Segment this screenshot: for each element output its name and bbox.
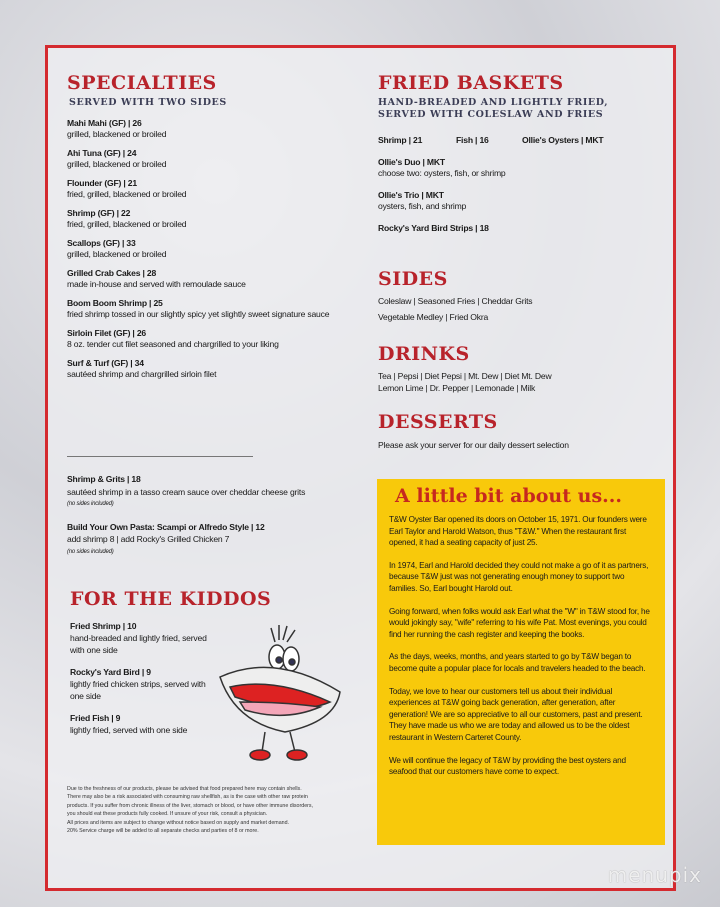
menupix-watermark: menupix [607,863,702,887]
item-description: grilled, blackened or broiled [67,128,167,139]
section-title: DRINKS [378,343,470,365]
section-title: SIDES [378,268,448,290]
menu-item [67,268,357,289]
desserts-text: Please ask your server for our daily dessert selection [378,440,569,450]
section-subtitle: HAND-BREADED AND LIGHTLY FRIED, [378,97,609,108]
baskets-list [378,157,668,234]
menu-item [67,208,357,229]
oyster-mascot-illustration [215,622,345,772]
menu-item [67,298,357,319]
item-note: (no sides included) [67,501,114,507]
section-title: FOR THE KIDDOS [70,588,272,610]
menu-item [67,118,357,139]
item-description: fried, grilled, blackened or broiled [67,188,187,199]
disclaimer-line: products. If you suffer from chronic illness of the liver, stomach or blood, or have other immune disorders, [67,802,314,809]
item-description: choose two: oysters, fish, or shrimp [378,167,506,178]
about-paragraph: T&W Oyster Bar opened its doors on October 15, 1971. Our founders were Earl Taylor and Harold Watson, thus "T&W." When the restaurant first opened, it had a seating capacity of just 25. [389,515,647,548]
about-paragraph: As the days, weeks, months, and years started to go by T&W began to become quite a popular place for locals and travelers headed to the beach. [389,652,646,673]
item-name: Shrimp & Grits | 18 [67,474,141,484]
item-name: Fried Fish | 9 [70,713,121,723]
menu-item [67,178,357,199]
about-paragraph: In 1974, Earl and Harold decided they could not make a go of it as partners, because T&W just was not generating enough money to support two families. So, Earl bought Harold out. [389,560,649,593]
menu-item [70,712,215,736]
about-us-box [377,479,665,845]
item-note: (no sides included) [67,548,114,555]
section-title: FRIED BASKETS [378,72,564,94]
specialties-list [67,118,357,379]
item-description: lightly fried chicken strips, served with one side [70,679,206,701]
item-description: sautéed shrimp in a tasso cream sauce over cheddar cheese grits [67,486,306,497]
item-name: Rocky's Yard Bird Strips | 18 [378,223,489,233]
item-description: sautéed shrimp and chargrilled sirloin filet [67,368,217,379]
disclaimer-line: Due to the freshness of our products, please be advised that food prepared here may contain shells. [67,786,302,792]
item-description: add shrimp 8 | add Rocky's Grilled Chicken 7 [67,534,230,544]
menu-item [378,223,668,234]
menu-item [67,328,357,349]
drinks-section [378,343,668,393]
drinks-line: Tea | Pepsi | Diet Pepsi | Mt. Dew | Diet Mt. Dew [378,371,552,381]
item-name: Ollie's Trio | MKT [378,190,444,200]
menu-item [67,238,357,259]
basket-row [378,135,668,145]
menu-item [378,190,668,211]
section-title: DESSERTS [378,411,498,433]
item-name: Ollie's Duo | MKT [378,157,445,167]
basket-item: Fish | 16 [456,135,489,145]
divider [67,456,253,457]
item-name: Mahi Mahi (GF) | 26 [67,118,142,128]
section-subtitle: SERVED WITH TWO SIDES [69,97,227,108]
menu-item [70,666,215,702]
menu-item [67,358,357,379]
item-name: Sirloin Filet (GF) | 26 [67,328,146,338]
menu-item [67,473,357,511]
item-description: grilled, blackened or broiled [67,248,167,259]
extras-list [67,463,357,558]
about-paragraph: We will continue the legacy of T&W by providing the best oysters and seafood that our customers have come to expect. [389,755,626,777]
sides-line: Vegetable Medley | Fried Okra [378,312,489,322]
item-name: Shrimp (GF) | 22 [67,208,131,218]
item-name: Ahi Tuna (GF) | 24 [67,148,137,158]
disclaimer-line: 20% Service charge will be added to all separate checks and parties of 8 or more. [67,828,259,835]
item-name: Flounder (GF) | 21 [67,178,137,188]
sides-line: Coleslaw | Seasoned Fries | Cheddar Grits [378,296,533,306]
section-title: SPECIALTIES [67,72,217,94]
basket-item: Shrimp | 21 [378,135,423,145]
menu-item [378,157,668,178]
item-description: fried shrimp tossed in our slightly spicy yet slightly sweet signature sauce [67,308,330,319]
item-name: Build Your Own Pasta: Scampi or Alfredo Style | 12 [67,521,265,532]
item-name: Surf & Turf (GF) | 34 [67,358,144,368]
item-name: Scallops (GF) | 33 [67,238,136,248]
item-name: Fried Shrimp | 10 [70,621,137,631]
item-name: Grilled Crab Cakes | 28 [67,268,157,278]
desserts-section [378,411,668,450]
sides-section [378,268,668,322]
disclaimer-line: There may also be a risk associated with consuming raw shellfish, as is the case with other raw protein [67,794,308,801]
about-paragraph: Going forward, when folks would ask Earl what the "W" in T&W stood for, he would jokingly say, "wife" referring to his wife Pat. Most evenings, you could find her running the cash register and keeping the books. [389,606,650,639]
section-subtitle: SERVED WITH COLESLAW AND FRIES [378,109,604,120]
fried-baskets-section [378,72,668,234]
item-description: 8 oz. tender cut filet seasoned and chargrilled to your liking [67,338,279,349]
menu-item [67,521,357,559]
about-paragraph: Today, we love to hear our customers tell us about their individual experiences at T&W going back generation, after generation, after generation! We are so appreciative to all our customers, past and present. They have made us who we are today and allowed us to be the oldest restaurant in Western Carteret County. [389,686,643,742]
item-description: hand-breaded and lightly fried, served with one side [70,633,207,655]
disclaimer-line: All prices and items are subject to change without notice based on supply and market demand. [67,819,290,826]
item-description: grilled, blackened or broiled [67,158,167,169]
kiddos-list [70,620,215,736]
disclaimer-line: you should eat these products fully cooked. If unsure of your risk, consult a physician. [67,811,268,818]
menu-item [67,148,357,169]
item-description: fried, grilled, blackened or broiled [67,218,187,229]
item-description: oysters, fish, and shrimp [378,200,467,211]
menu-item [70,620,215,656]
item-description: made in-house and served with remoulade sauce [67,278,246,289]
disclaimer [67,785,357,835]
item-name: Boom Boom Shrimp | 25 [67,298,163,308]
basket-item: Ollie's Oysters | MKT [522,135,604,145]
drinks-line: Lemon Lime | Dr. Pepper | Lemonade | Milk [378,383,536,393]
item-description: lightly fried, served with one side [70,725,188,735]
about-title: A little bit about us... [395,485,622,507]
item-name: Rocky's Yard Bird | 9 [70,667,151,677]
specialties-section [67,72,357,379]
kiddos-section [70,588,272,736]
